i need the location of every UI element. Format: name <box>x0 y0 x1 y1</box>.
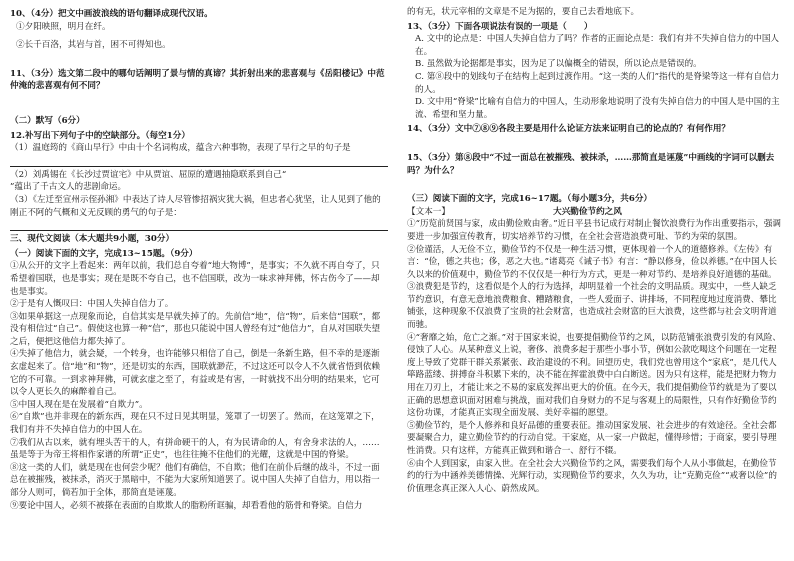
answer-space <box>10 52 388 66</box>
passage-para-9: ⑨要论中国人，必须不被搽在表面的自欺欺人的脂粉所诓骗，却看看他的筋骨和脊梁。自信力 <box>10 500 363 511</box>
article-title: 大兴勤俭节约之风 <box>553 206 622 217</box>
passage-para-1: ①从公开的文字上看起来：两年以前，我们总自夸着“地大物博”，是事实；不久就不再自夸了，只希望着国联，也是事实；现在是既不夸自己，也不信国联，改为一味求神拜佛，怀古伤今了——却也是事实。 <box>10 261 380 297</box>
q13-option-d: D. 文中用“脊梁”比喻有自信力的中国人，生动形象地说明了没有失掉自信力的中国人是中国的主流、希望和坚力量。 <box>415 97 780 120</box>
answer-space <box>407 177 785 191</box>
article-para-6: ⑥由个人到国家，由家入世。在全社会大兴勤俭节约之风，需要我们每个人从小事做起，在勤俭节约的行为中涵养美德情操、光辉行动，实现勤俭节约要求，久久为功，让“克勤克俭”“戒奢以俭”的价值理念真正深入人心、蔚然成风。 <box>407 458 777 494</box>
q10-sentence-2: ②长千百洛，其岩与首，困不可得知也。 <box>16 40 171 51</box>
modern-reading-heading: 三、现代文阅读（本大题共9小题，30分） <box>10 234 175 245</box>
q11-stem: 11、（3分）选文第二段中的哪句话阐明了景与情的真谛？其折射出来的悲喜观与《岳阳楼记》中范仲淹的悲喜观有何不同？ <box>10 68 385 92</box>
article-para-2: ②俭谨活，人无俭不立，勤俭节约不仅是一种生活习惯，更体现着一个人的道德修养。《左传》有言：“俭，德之共也；侈，恶之大也。”诸葛亮《诫子书》有言：“静以修身，俭以养德。”在中国人长久以来的价值观中，勤俭节约不仅仅是一种行为方式，更是一种对节约、是培养良好道德的基础。 <box>407 244 777 280</box>
answer-space <box>10 107 388 113</box>
recite-heading: （二）默写（6分） <box>10 115 85 126</box>
fill-blank[interactable] <box>10 220 388 231</box>
passage-para-6: ⑥“自欺”也并非现在的新东西，现在只不过日见其明显，笼罩了一切罢了。然而，在这笼罩之下，我们有并不失掉自信力的中国人在。 <box>10 412 380 436</box>
q13-stem: 13、（3分）下面各项说法有误的一项是（ ） <box>407 21 593 32</box>
left-column <box>10 6 388 512</box>
q10-stem: 10、（4分）把文中画波浪线的语句翻译成现代汉语。 <box>10 9 213 19</box>
answer-space <box>10 93 388 107</box>
answer-space <box>407 136 785 150</box>
right-column <box>407 6 785 495</box>
passage-para-8: ⑧这一类的人们，就是现在也何尝少呢？他们有确信，不自欺；他们在前仆后继的战斗，不过一面总在被摧残，被抹杀，消灭于黑暗中，不能为大家所知道罢了。说中国人失掉了自信力，用以指一部分人则可，倘若加于全体，那简直是诬蔑。 <box>10 462 380 498</box>
fill-blank[interactable] <box>10 156 388 167</box>
q12-stem: 12.补写出下列句子中的空缺部分。（每空1分） <box>10 130 190 141</box>
q12-line-3: （3）《左迁至宣州示侄孙湘》中表达了诗人尽管惨招祸灾犹大祸，但忠者心犹坚，让人见到了他的刚正不阿的气概和义无反顾的勇气的句子是： <box>10 194 381 218</box>
q13-option-c: C. 第⑧段中的划线句子在结构上起到过渡作用。“这一类的人们”指代的是脊梁等这一样有自信力的人。 <box>415 71 780 95</box>
q12-line-2: （2）刘禹锡在《长沙过贾谊宅》中从贾谊、屈原的遭遇抽隐联系到自己“ <box>10 169 287 180</box>
article-para-5: ⑤勤俭节约，是个人修养和良好品德的重要表征。推动国家发展、社会进步的有效途径。全社会都要凝聚合力，建立勤俭节约的行动自觉。干家庭，从一家一户做起，懂得珍惜；于商家，要引导理性消费。只有这样，方能真正做到和谐合一、舒行不辍。 <box>407 420 777 456</box>
q10-sentence-1: ①夕阳映照，明月在纤。 <box>16 21 111 32</box>
article-para-3: ③浪费犯是节约，这看似是个人的行为选择，却明显着一个社会的文明品质。现实中，一些人缺乏节约意识，有意无意地浪费粮食、糟踏粮食，一些人爱面子、讲排场，不同程度地过度消费、攀比铺张，这种现象不仅浪费了宝贵的社会财富，也造成社会财富的巨大浪费，这些都与社会文明背道而驰。 <box>407 282 777 331</box>
article-para-1: ①“历览前贤国与家，成由勤俭败由奢。”近日平县书记成行对制止餐饮浪费行为作出重要指示，强调要进一步加强宣传教育，切实培养节约习惯，在全社会营造浪费可耻、节约为荣的氛围。 <box>407 219 782 242</box>
q15-stem: 15、（3分）第⑧段中“不过一面总在被摧残、被抹杀，……那简直是诬蔑”中画线的字词可以删去吗？为什么？ <box>407 152 775 176</box>
q13-option-a: A. 文中的论点是：中国人失掉自信力了吗？作者的正面论点是：我们有并不失掉自信力的中国人在。 <box>415 34 780 57</box>
q12-line-1: （1）温庭筠的《商山早行》中由十个名词构成，蕴含六种事物，表现了早行之早的句子是 <box>10 143 351 154</box>
passage-para-3: ③如果单据这一点现象而论，自信其实是早就失掉了的。先前信“地”，信“物”，后来信“国联”，都没有相信过“自己”。假使这也算一种“信”，那也只能说中国人曾经有过“他信力”，自从对国联失望之后，便把这他信力都失掉了。 <box>10 311 381 347</box>
text-label: 【文本一】 <box>407 206 450 217</box>
passage-para-4: ④失掉了他信力，就会疑，一个转身，也许能够只相信了自己，倒是一条新生路，但不幸的是逐渐玄虚起来了。信“地”和“物”，还是切实的东西，国联就渺茫，不过这还可以令人不久就省悟到依赖它的不可靠。一到求神拜佛，可就玄虚之至了，有益或是有害，一时就找不出分明的结果来，它可以令人更长久的麻醉着自己。 <box>10 349 380 398</box>
article-para-4: ④“奢靡之始，危亡之渐。”对于国家来说，也要提倡勤俭节约之风，以防范铺张浪费引发的有风险、侵蚀了人心。从某种意义上说，奢侈、浪费多起于那些小事小节，例如公款吃喝这个问题在一定程度上导致了党群干群关系紧张、政治建设的不利。回望历史，我们党也曾用这个“家底”，是几代人筚路蓝缕、拼搏奋斗积累下来的，决不能在挥霍浪费中白白断送。因为只有这样，能是把财力物力用在刀刃上，才能让来之不易的家底发挥出更大的价值。在今天，我们提倡勤俭节约就是为了要以正确的思想意识面对困难与挑战，面对我们自身财力的不足与客观上的局限性，只有作好勤俭节约这份功课，才能真正实现全面发展、美好幸福的愿望。 <box>407 332 782 419</box>
q14-stem: 14、（3分）文中⑦⑧⑨各段主要是用什么论证方法来证明自己的论点的？有何作用？ <box>407 124 731 135</box>
passage-para-7: ⑦我们从古以来，就有埋头苦干的人，有拼命硬干的人，有为民请命的人，有舍身求法的人，……虽是等于为帝王将相作家谱的所谓“正史”，也往往掩不住他们的光耀，这就是中国的脊梁。 <box>10 437 380 461</box>
text-header <box>407 206 785 219</box>
modern-reading-subheading: （一）阅读下面的文字，完成13~15题。（9分） <box>10 248 198 259</box>
passage-para-5: ⑤中国人现在是在发展着“自欺力”。 <box>10 399 148 410</box>
q12-line-2b: ”蕴出了千古文人的悲剧命运。 <box>10 182 127 193</box>
reading2-heading: （三）阅读下面的文字，完成16~17题。（每小题3分，共6分） <box>407 194 653 205</box>
q13-option-b: B. 虽然做为论据都是事实，因为足了以偏概全的错误，所以论点是错误的。 <box>415 59 702 70</box>
passage-continuation: 的有无，状元宰相的文章是不足为据的，要自己去看地底下。 <box>407 7 640 17</box>
passage-para-2: ②于是有人慨叹曰：中国人失掉自信力了。 <box>10 299 174 310</box>
